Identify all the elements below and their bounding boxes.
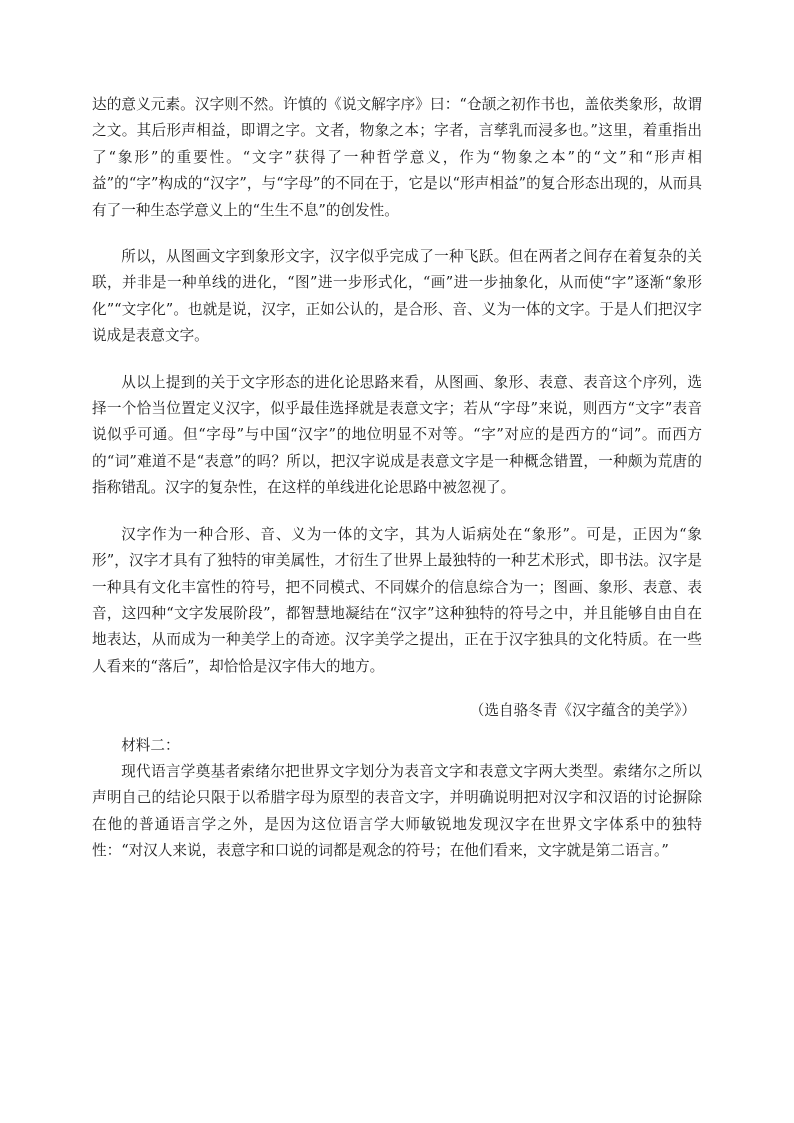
paragraph-1: 达的意义元素。汉字则不然。许慎的《说文解字序》曰：“仓颉之初作书也，盖依类象形，故谓之文。其后形声相益，即谓之字。文者，物象之本；字者，言孳乳而浸多也。”这里，着重指出了“象形”的重要性。“文字”获得了一种哲学意义，作为“物象之本”的“文”和“形声相益”的“字”构成的“汉字”，与“字母”的不同在于，它是以“形声相益”的复合形态出现的，从而具有了一种生态学意义上的“生生不息”的创发性。 <box>92 96 702 219</box>
paragraph-3: 从以上提到的关于文字形态的进化论思路来看，从图画、象形、表意、表音这个序列，选择一个恰当位置定义汉字，似乎最佳选择就是表意文字；若从“字母”来说，则西方“文字”表音说似乎可通。但“字母”与中国“汉字”的地位明显不对等。“字”对应的是西方的“词”。而西方的“词”难道不是“表意”的吗？所以，把汉字说成是表意文字是一种概念错置，一种颇为荒唐的指称错乱。汉字的复杂性，在这样的单线进化论思路中被忽视了。 <box>92 373 702 497</box>
source-citation: （选自骆冬青《汉字蕴含的美学》） <box>469 702 696 720</box>
material-2-label: 材料二： <box>121 736 180 754</box>
document-page <box>92 92 702 865</box>
material-2-paragraph: 现代语言学奠基者索绪尔把世界文字划分为表音文字和表意文字两大类型。索绪尔之所以声明自己的结论只限于以希腊字母为原型的表音文字，并明确说明把对汉字和汉语的讨论摒除在他的普通语言学之外，是因为这位语言学大师敏锐地发现汉字在世界文字体系中的独特性：“对汉人来说，表意字和口说的词都是观念的符号；在他们看来，文字就是第二语言。” <box>92 762 702 860</box>
paragraph-2: 所以，从图画文字到象形文字，汉字似乎完成了一种飞跃。但在两者之间存在着复杂的关联，并非是一种单线的进化，“图”进一步形式化，“画”进一步抽象化，从而使“字”逐渐“象形化”“文字化”。也就是说，汉字，正如公认的，是合形、音、义为一体的文字。于是人们把汉字说成是表意文字。 <box>92 248 702 345</box>
paragraph-4: 汉字作为一种合形、音、义为一体的文字，其为人诟病处在“象形”。可是，正因为“象形”，汉字才具有了独特的审美属性，才衍生了世界上最独特的一种艺术形式，即书法。汉字是一种具有文化丰富性的符号，把不同模式、不同媒介的信息综合为一；图画、象形、表意、表音，这四种“文字发展阶段”，都智慧地凝结在“汉字”这种独特的符号之中，并且能够自由自在地表达，从而成为一种美学上的奇迹。汉字美学之提出，正在于汉字独具的文化特质。在一些人看来的“落后”，却恰恰是汉字伟大的地方。 <box>92 525 702 675</box>
